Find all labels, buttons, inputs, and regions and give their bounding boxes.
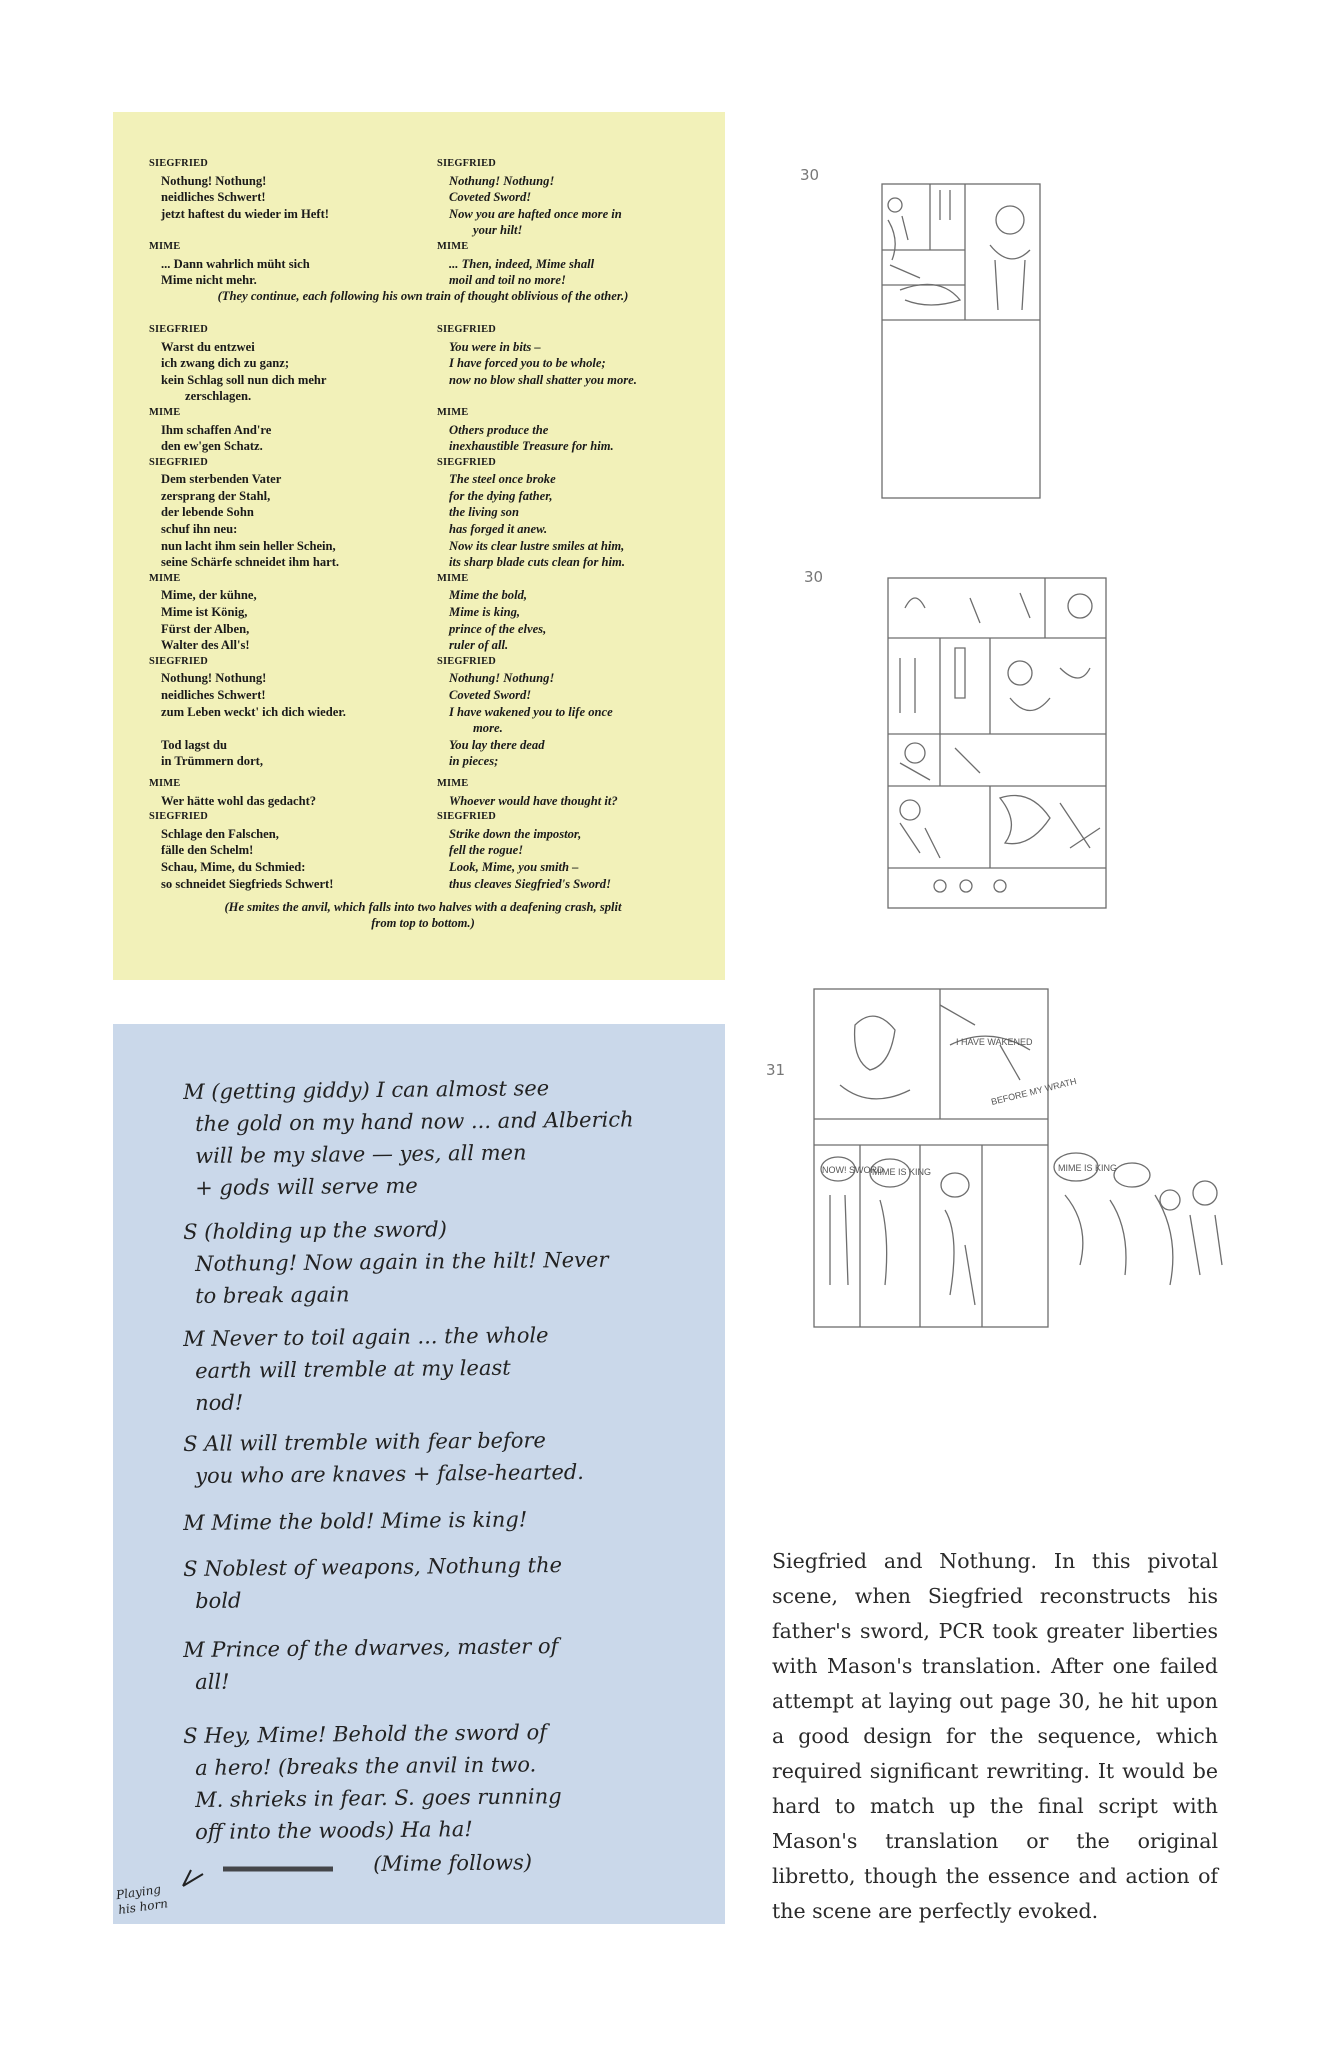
english-block (437, 571, 717, 654)
script-line: a hero! (breaks the anvil in two. (195, 1752, 537, 1780)
english-line: fell the rogue! (449, 843, 524, 858)
speaker-name: SIEGFRIED (437, 158, 496, 169)
panel (888, 578, 1106, 908)
script-line: you who are knaves + false-hearted. (195, 1459, 585, 1488)
german-block (149, 156, 429, 239)
script-line: M Prince of the dwarves, master of (183, 1634, 559, 1662)
german-block (149, 809, 429, 892)
german-line: jetzt haftest du wieder im Heft! (161, 206, 329, 221)
english-line: Nothung! Nothung! (449, 671, 555, 686)
german-line: Mime nicht mehr. (161, 273, 257, 288)
margin-note: Playing his horn (115, 1882, 169, 1918)
speaker-name: SIEGFRIED (149, 158, 208, 169)
speaker-name: SIEGFRIED (437, 655, 496, 667)
handwritten-script-page (113, 1024, 725, 1924)
german-line: Mime ist König, (161, 605, 248, 620)
german-line: Warst du entzwei (161, 339, 255, 354)
english-column (437, 156, 717, 892)
english-line: its sharp blade cuts clean for him. (449, 555, 625, 570)
page-number: 30 (804, 568, 824, 586)
german-line: der lebende Sohn (161, 505, 254, 520)
english-line: Coveted Sword! (449, 190, 532, 205)
english-block (437, 405, 717, 455)
german-block (149, 776, 429, 809)
german-line: zersprang der Stahl, (161, 488, 271, 503)
script-line: M (getting giddy) I can almost see (183, 1076, 550, 1104)
balloon-text: BEFORE MY WRATH (990, 1076, 1078, 1107)
balloon-text: I HAVE WAKENED (956, 1037, 1033, 1047)
english-line: Mime the bold, (449, 588, 528, 603)
german-line: Tod lagst du (161, 737, 228, 752)
german-block (149, 405, 429, 455)
english-line: Coveted Sword! (449, 688, 532, 702)
english-line: Nothung! Nothung! (449, 173, 555, 188)
english-line: more. (473, 721, 503, 736)
german-line: Schau, Mime, du Schmied: (161, 859, 306, 874)
speaker-name: MIME (149, 240, 181, 252)
german-line: kein Schlag soll nun dich mehr (161, 372, 327, 387)
english-line: inexhaustible Treasure for him. (449, 439, 614, 454)
english-line: ... Then, indeed, Mime shall (449, 256, 595, 271)
script-line: Nothung! Now again in the hilt! Never (195, 1247, 609, 1276)
english-line: Strike down the impostor, (449, 826, 582, 841)
script-line: the gold on my hand now ... and Alberich (195, 1107, 634, 1136)
libretto-page (113, 112, 725, 980)
script-line: M Mime the bold! Mime is king! (183, 1507, 528, 1535)
english-block (437, 654, 717, 776)
english-line: thus cleaves Siegfried's Sword! (449, 876, 611, 891)
english-block (437, 809, 717, 892)
english-line: Now its clear lustre smiles at him, (449, 538, 625, 553)
speaker-name: SIEGFRIED (149, 323, 208, 335)
speaker-name: MIME (437, 572, 469, 584)
script-line: off into the woods) Ha ha! (195, 1817, 473, 1844)
script-line: nod! (195, 1390, 244, 1415)
english-line: prince of the elves, (449, 621, 547, 636)
german-line: zerschlagen. (185, 389, 252, 404)
english-line: The steel once broke (449, 472, 556, 487)
english-line: moil and toil no more! (449, 273, 566, 288)
script-line: S (holding up the sword) (183, 1217, 448, 1244)
german-line: ... Dann wahrlich müht sich (161, 256, 310, 271)
german-line: Ihm schaffen And're (161, 422, 272, 437)
script-line: + gods will serve me (195, 1173, 418, 1200)
script-line: M Never to toil again ... the whole (183, 1323, 549, 1351)
script-line: S All will tremble with fear before (183, 1428, 546, 1456)
thumbnail-sketch (790, 150, 1050, 502)
english-block (437, 455, 717, 571)
speaker-name: MIME (437, 406, 469, 418)
english-line: Others produce the (449, 422, 549, 437)
page-number: 30 (800, 166, 820, 184)
german-line: ich zwang dich zu ganz; (161, 356, 290, 371)
german-line: neidliches Schwert! (161, 688, 266, 702)
speaker-name: MIME (437, 240, 469, 252)
german-line: Dem sterbenden Vater (161, 472, 282, 487)
script-line: to break again (195, 1282, 350, 1308)
speaker-name: SIEGFRIED (437, 456, 496, 468)
german-line: Nothung! Nothung! (161, 173, 267, 188)
english-block (437, 239, 717, 322)
speaker-name: SIEGFRIED (437, 811, 496, 823)
script-line: S Noblest of weapons, Nothung the (183, 1553, 563, 1581)
german-line: nun lacht ihm sein heller Schein, (161, 538, 336, 553)
german-line: zum Leben weckt' ich dich wieder. (161, 704, 346, 719)
speaker-name: SIEGFRIED (149, 811, 208, 823)
german-block (149, 455, 429, 571)
english-line: has forged it anew. (449, 522, 548, 537)
german-line: in Trümmern dort, (161, 754, 264, 769)
german-line: fälle den Schelm! (161, 843, 254, 858)
german-block (149, 654, 429, 776)
english-line: Now you are hafted once more in (449, 206, 622, 221)
german-line: seine Schärfe schneidet ihm hart. (161, 555, 340, 570)
thumbnail-page-30-final (790, 548, 1110, 928)
german-line: schuf ihn neu: (161, 522, 238, 537)
english-block (437, 776, 717, 809)
balloon-text: MIME IS KING (1058, 1163, 1118, 1173)
german-line: Nothung! Nothung! (161, 671, 267, 686)
script-line: bold (195, 1588, 242, 1613)
german-column (149, 156, 429, 892)
german-line: so schneidet Siegfrieds Schwert! (161, 876, 334, 891)
english-block (437, 156, 717, 239)
german-block (149, 571, 429, 654)
caption: Siegfried and Nothung. In this pivotal scene, when Siegfried reconstructs his father's sword, PCR took greater liberties with Mason's translation. After one failed attempt at laying out page 30, he hit upon a good design for the sequence, which required significant rewriting. It would be hard to match up the final script with Mason's translation or the original libretto, though the essence and action of the scene are perfectly evoked. (772, 1549, 1218, 1923)
german-line: Fürst der Alben, (161, 621, 250, 636)
english-line: Look, Mime, you smith – (449, 859, 579, 874)
balloon-texts (822, 1037, 1117, 1177)
english-line: your hilt! (473, 223, 523, 238)
script-line: S Hey, Mime! Behold the sword of (183, 1720, 548, 1748)
speaker-name: SIEGFRIED (149, 655, 208, 667)
thumbnail-sketch (790, 548, 1110, 928)
script-line: M. shrieks in fear. S. goes running (195, 1784, 562, 1812)
stage-direction: (He smites the anvil, which falls into two halves with a deafening crash, split from top to bottom.) (224, 900, 622, 930)
german-line: Walter des All's! (161, 638, 250, 653)
speaker-name: MIME (149, 406, 181, 418)
german-block (149, 322, 429, 405)
german-line: neidliches Schwert! (161, 190, 266, 205)
script-line: all! (195, 1669, 230, 1694)
english-line: Mime is king, (449, 605, 521, 620)
german-line: Mime, der kühne, (161, 588, 257, 603)
german-line: den ew'gen Schatz. (161, 439, 263, 454)
script-line: (Mime follows) (373, 1850, 533, 1876)
page-number: 31 (766, 1061, 786, 1079)
thumbnail-sketch (760, 985, 1230, 1355)
script-line: earth will tremble at my least (195, 1355, 511, 1383)
english-line: ruler of all. (449, 638, 509, 653)
german-line: Schlage den Falschen, (161, 826, 279, 841)
stage-direction: (They continue, each following his own train of thought oblivious of the other.) (217, 289, 629, 303)
speaker-name: SIEGFRIED (437, 323, 496, 335)
english-line: now no blow shall shatter you more. (449, 372, 637, 387)
english-line: Whoever would have thought it? (449, 793, 618, 808)
english-line: You lay there dead (449, 737, 545, 752)
speaker-name: MIME (149, 777, 181, 789)
english-line: for the dying father, (449, 488, 553, 503)
german-line: Wer hätte wohl das gedacht? (161, 793, 317, 808)
speaker-name: SIEGFRIED (149, 456, 208, 468)
english-line: I have wakened you to life once (449, 704, 613, 719)
script-line: will be my slave — yes, all men (195, 1140, 527, 1168)
thumbnail-page-31 (760, 985, 1230, 1355)
english-block (437, 322, 717, 405)
german-block (149, 239, 429, 322)
balloon-text: MIME IS KING (872, 1167, 932, 1177)
english-line: I have forced you to be whole; (449, 356, 606, 371)
balloon-text: NOW! SWORD (822, 1165, 884, 1175)
english-line: the living son (449, 505, 519, 520)
speaker-name: MIME (149, 572, 181, 584)
handwriting-marks (113, 1024, 725, 1924)
speaker-name: MIME (437, 777, 469, 789)
english-line: You were in bits – (449, 339, 541, 354)
english-line: in pieces; (449, 754, 499, 769)
thumbnail-page-30-first (790, 150, 1050, 502)
